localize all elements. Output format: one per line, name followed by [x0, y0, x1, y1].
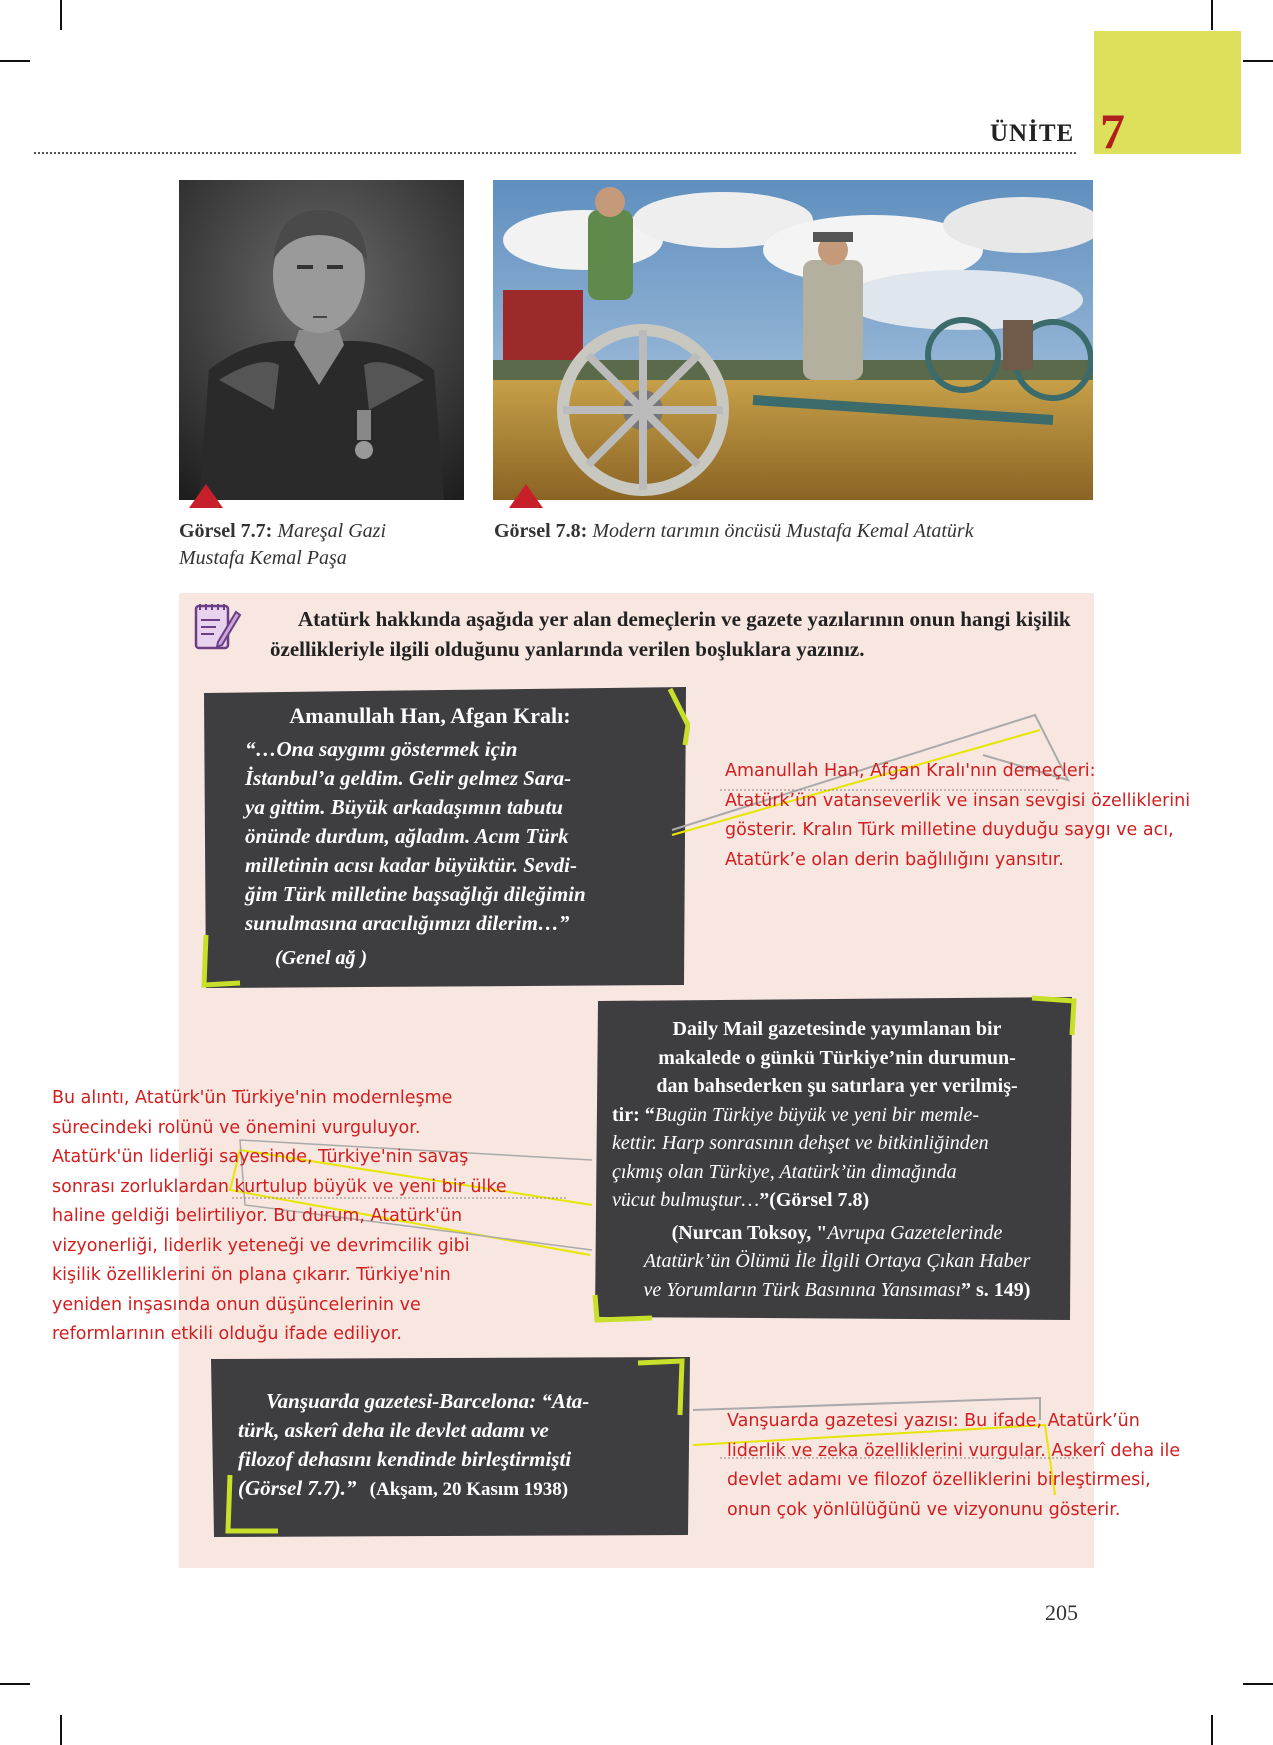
quote-line: çıkmış olan Türkiye, Atatürk’ün dimağında: [612, 1160, 957, 1183]
quote-line: ğim Türk milletine başsağlığı dileğimin: [245, 882, 586, 906]
source-page: ” s. 149): [961, 1278, 1031, 1301]
quote-source: (Genel ağ ): [275, 947, 368, 969]
quote-line: sunulmasına aracılığımızı dilerim…”: [245, 911, 570, 935]
answer-line: kişilik özelliklerini ön plana çıkarır. Türkiye'nin: [52, 1265, 451, 1285]
intro-line: makalede o günkü Türkiye’nin durumun-: [658, 1046, 1016, 1069]
quote-line: ya gittim. Büyük arkadaşımın tabutu: [245, 795, 563, 819]
source-title: ve Yorumların Türk Basınına Yansıması: [643, 1278, 962, 1301]
quote-segment: Bugün Türkiye büyük ve yeni bir memle-: [654, 1103, 980, 1126]
answer-line: reformlarının etkili olduğu ifade ediliyor.: [52, 1324, 402, 1344]
answer-line: Vanşuarda gazetesi yazısı: Bu ifade, Atatürk’ün: [727, 1411, 1140, 1431]
answer-line: vizyonerliği, liderlik yeteneği ve devrimcilik gibi: [52, 1235, 470, 1256]
answer-line: yeniden inşasında onun düşüncelerinin ve: [52, 1294, 421, 1315]
answer-line: onun çok yönlülüğünü ve vizyonunu gösterir.: [727, 1499, 1121, 1520]
page-number: 205: [1045, 1600, 1078, 1625]
activity-instruction: Atatürk hakkında aşağıda yer alan demeçlerin ve gazete yazılarının onun hangi kişilik özellikleriyle ilgili olduğunu yanlarında verilen boşluklara yazınız.: [270, 607, 1071, 661]
caption-label: Görsel 7.8:: [494, 520, 588, 542]
answer-text-1[interactable]: [725, 757, 1265, 875]
answer-line: Atatürk'ün liderliği sayesinde, Türkiye'nin savaş: [52, 1147, 469, 1167]
quote-speaker: Amanullah Han, Afgan Kralı:: [289, 703, 571, 728]
answer-line: devlet adamı ve filozof özelliklerini birleştirmesi,: [727, 1470, 1151, 1490]
quote-line: milletinin acısı kadar büyüktür. Sevdi-: [245, 853, 577, 877]
quote-source: Atatürk’ün Ölümü İle İlgili Ortaya Çıkan Haber: [643, 1250, 1031, 1272]
quote-lead: tir: “: [612, 1103, 655, 1126]
quote-line: türk, askerî deha ile devlet adamı ve: [238, 1418, 549, 1442]
unit-number: 7: [1100, 103, 1125, 159]
quote-line: Vanşuarda gazetesi-Barcelona: “Ata-: [266, 1389, 590, 1413]
answer-line: Atatürk’e olan derin bağlılığını yansıtır.: [725, 849, 1064, 870]
quote-line: “…Ona saygımı göstermek için: [245, 737, 518, 761]
source-title: Avrupa Gazetelerinde: [827, 1221, 1003, 1244]
quote-line: İstanbul’a geldim. Gelir gelmez Sara-: [245, 766, 572, 790]
caption-label: Görsel 7.7:: [179, 520, 273, 542]
caption-title: Mustafa Kemal Paşa: [179, 547, 347, 569]
answer-line: sonrası zorluklardan kurtulup büyük ve yeni bir ülke: [52, 1176, 507, 1197]
answer-text-3[interactable]: [727, 1407, 1267, 1525]
answer-line: haline geldiği belirtiliyor. Bu durum, Atatürk'ün: [52, 1206, 463, 1226]
quote-source: (Akşam, 20 Kasım 1938): [369, 1479, 569, 1500]
answer-line: sürecindeki rolünü ve önemini vurguluyor.: [52, 1117, 421, 1138]
quote-line: kettir. Harp sonrasının dehşet ve bitkinliğinden: [612, 1132, 989, 1154]
answer-line: Bu alıntı, Atatürk'ün Türkiye'nin modernleşme: [52, 1088, 453, 1108]
answer-line: gösterir. Kralın Türk milletine duyduğu saygı ve acı,: [725, 820, 1174, 840]
answer-line: liderlik ve zeka özelliklerini vurgular. Askerî deha ile: [727, 1440, 1181, 1461]
caption-title: Mareşal Gazi: [277, 520, 387, 542]
intro-line: dan bahsederken şu satırlara yer verilmiş-: [656, 1075, 1018, 1097]
source-author: (Nurcan Toksoy, ": [671, 1221, 828, 1244]
quote-line: filozof dehasını kendinde birleştirmişti: [238, 1447, 572, 1471]
quote-segment: (Görsel 7.7).”: [238, 1476, 357, 1500]
answer-text-2[interactable]: [52, 1084, 592, 1350]
intro-line: Daily Mail gazetesinde yayımlanan bir: [672, 1018, 1002, 1040]
answer-line: Amanullah Han, Afgan Kralı'nın demeçleri:: [725, 761, 1096, 781]
quote-segment: vücut bulmuştur…: [612, 1189, 760, 1211]
unit-label: ÜNİTE: [990, 120, 1075, 147]
quote-end: ”(Görsel 7.8): [759, 1189, 870, 1211]
quote-line: önünde durdum, ağladım. Acım Türk: [245, 824, 569, 848]
caption-title: Modern tarımın öncüsü Mustafa Kemal Atatürk: [592, 520, 974, 542]
answer-line: Atatürk’ün vatanseverlik ve insan sevgisi özelliklerini: [725, 790, 1191, 811]
